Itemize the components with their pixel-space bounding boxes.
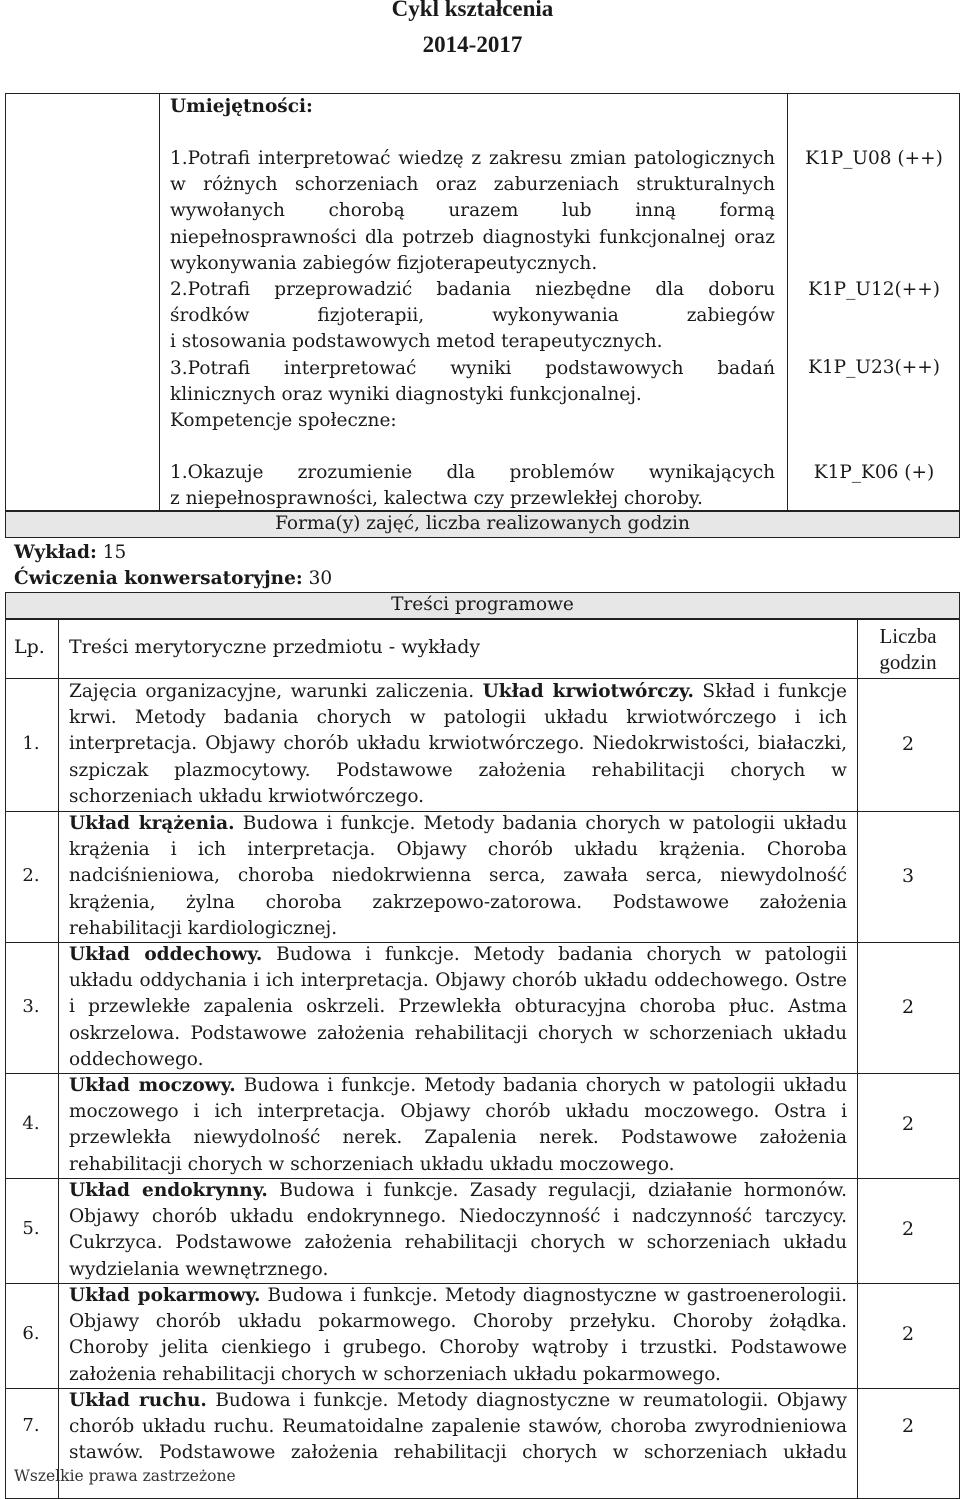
row-hours: 3 bbox=[901, 864, 915, 887]
row-hours: 2 bbox=[901, 1218, 915, 1241]
outcome-item bbox=[170, 356, 775, 408]
text-line: z niepełnosprawności, kalectwa czy przewlekłej choroby. bbox=[170, 488, 703, 510]
table-row bbox=[69, 1178, 847, 1283]
competences-list bbox=[170, 460, 775, 512]
row-text-line: schorzeniach układu krwiotwórczego. bbox=[69, 785, 425, 807]
row-text-line: krwi. Metody badania chorych w patologii układu krwiotwórczego i ich bbox=[69, 707, 847, 729]
row-text-line: przewlekła niewydolność nerek. Zapalenia nerek. Podstawowe założenia bbox=[69, 1127, 847, 1149]
text-line: 2.Potrafi przeprowadzić badania niezbędne dla doboru bbox=[170, 279, 775, 301]
text-line: w różnych schorzeniach oraz zaburzeniach strukturalnych bbox=[170, 174, 775, 196]
outcome-item bbox=[170, 146, 775, 277]
row-number: 2. bbox=[22, 864, 40, 886]
row-text-line: oskrzelowa. Podstawowe założenia rehabilitacji chorych w schorzeniach układu bbox=[69, 1022, 847, 1044]
table-row bbox=[69, 1073, 847, 1178]
forms-heading: Forma(y) zajęć, liczba realizowanych godzin bbox=[275, 513, 690, 534]
row-text-line: krążenia, żylna choroba zakrzepowo-zatorowa. Podstawowe założenia bbox=[69, 891, 847, 913]
outcome-code: K1P_U08 (++) bbox=[805, 148, 943, 169]
table-row bbox=[69, 811, 847, 942]
row-text-line: Choroby jelita cienkiego i grubego. Choroby wątroby i trzustki. Podstawowe bbox=[69, 1337, 847, 1359]
row-text-line: stawów. Podstawowe założenia rehabilitacji chorych w schorzeniach układu bbox=[69, 1442, 847, 1464]
outcome-code: K1P_K06 (+) bbox=[813, 462, 935, 483]
skills-heading: Umiejętności: bbox=[170, 96, 313, 117]
row-number: 5. bbox=[22, 1218, 40, 1240]
row-text-line: moczowego i ich interpretacja. Objawy chorób układu moczowego. Ostra i bbox=[69, 1101, 847, 1123]
row-hours: 2 bbox=[901, 1323, 915, 1346]
table-row bbox=[69, 679, 847, 810]
row-text-line: układu oddychania i ich interpretacja. Objawy chorób układu oddechowego. Ostre bbox=[69, 970, 847, 992]
text-line: 3.Potrafi interpretować wyniki podstawowych badań bbox=[170, 357, 775, 379]
row-text-line: wydzielania wewnętrznego. bbox=[69, 1258, 329, 1280]
col-hours: Liczba godzin bbox=[879, 624, 937, 674]
row-text-line: Układ endokrynny. Budowa i funkcje. Zasady regulacji, działanie hormonów. bbox=[69, 1180, 847, 1201]
row-text-line: Cukrzyca. Podstawowe założenia rehabilitacji chorych w schorzeniach układu bbox=[69, 1232, 847, 1254]
row-text-line: chorób układu ruchu. Reumatoidalne zapalenie stawów, choroba zwyrodnieniowa bbox=[69, 1416, 847, 1438]
skills-list bbox=[170, 146, 775, 408]
outcome-code: K1P_U12(++) bbox=[808, 279, 940, 300]
col-lp: Lp. bbox=[14, 636, 45, 658]
exercise-hours: Ćwiczenia konwersatoryjne: 30 bbox=[14, 568, 333, 589]
row-text-line: rehabilitacji chorych w schorzeniach układu układu moczowego. bbox=[69, 1153, 675, 1175]
row-text-line: Układ ruchu. Budowa i funkcje. Metody diagnostyczne w reumatologii. Objawy bbox=[69, 1390, 847, 1411]
row-text-line: rehabilitacji kardiologicznej. bbox=[69, 917, 338, 939]
row-text-line: Objawy chorób układu endokrynnego. Niedoczynność i nadczynność tarczycy. bbox=[69, 1206, 847, 1228]
text-line: wywołanych chorobą urazem lub inną formą bbox=[170, 200, 775, 222]
text-line: 1.Okazuje zrozumienie dla problemów wynikających bbox=[170, 462, 775, 483]
text-line: niepełnosprawności dla potrzeb diagnostyki funkcjonalnej oraz bbox=[170, 226, 775, 248]
outcome-item bbox=[170, 277, 775, 356]
text-line: wykonywania zabiegów fizjoterapeutycznych. bbox=[170, 252, 598, 274]
row-text-line: krążenia i ich interpretacja. Objawy chorób układu krążenia. Choroba bbox=[69, 839, 847, 861]
row-text-line: Układ pokarmowy. Budowa i funkcje. Metody diagnostyczne w gastroenerologii. bbox=[69, 1285, 847, 1306]
outcome-code: K1P_U23(++) bbox=[808, 357, 940, 378]
table-row bbox=[69, 1283, 847, 1388]
row-hours: 2 bbox=[901, 1415, 915, 1438]
row-text-line: szpiczak plazmocytowy. Podstawowe założenia rehabilitacji chorych w bbox=[69, 759, 847, 781]
row-hours: 2 bbox=[901, 732, 915, 755]
row-text-line: interpretacja. Objawy chorób układu krwiotwórczego. Niedokrwistości, białaczki, bbox=[69, 733, 847, 755]
text-line: klinicznych oraz wyniki diagnostyki funkcjonalnej. bbox=[170, 383, 642, 405]
text-line: 1.Potrafi interpretować wiedzę z zakresu zmian patologicznych bbox=[170, 148, 775, 169]
row-number: 6. bbox=[22, 1323, 40, 1345]
row-number: 7. bbox=[22, 1415, 40, 1437]
text-line: i stosowania podstawowych metod terapeutycznych. bbox=[170, 331, 663, 353]
row-text-line: Układ oddechowy. Budowa i funkcje. Metody badania chorych w patologii bbox=[69, 944, 847, 965]
row-number: 4. bbox=[22, 1113, 40, 1135]
row-text-line: nadciśnieniowa, choroba niedokrwienna serca, zawała serca, niewydolność bbox=[69, 865, 847, 887]
lecture-hours: Wykład: 15 bbox=[14, 542, 127, 563]
footer-copyright: Wszelkie prawa zastrzeżone bbox=[14, 1467, 236, 1485]
row-hours: 2 bbox=[901, 995, 915, 1018]
row-hours: 2 bbox=[901, 1113, 915, 1136]
row-text-line: oddechowego. bbox=[69, 1048, 204, 1070]
cycle-years: 2014-2017 bbox=[422, 32, 523, 57]
table-row bbox=[69, 1388, 847, 1467]
cycle-title: Cykl kształcenia bbox=[391, 0, 554, 21]
row-text-line: Układ krążenia. Budowa i funkcje. Metody badania chorych w patologii układu bbox=[69, 813, 848, 834]
text-line: środków fizjoterapii, wykonywania zabiegów bbox=[170, 305, 775, 327]
row-text-line: i przewlekłe zapalenia oskrzeli. Przewlekła obturacyjna choroba płuc. Astma bbox=[69, 996, 847, 1018]
outcome-item bbox=[170, 460, 775, 512]
row-text-line: założenia rehabilitacji chorych w schorzeniach układu pokarmowego. bbox=[69, 1363, 721, 1385]
table-row bbox=[69, 942, 847, 1073]
col-content: Treści merytoryczne przedmiotu - wykłady bbox=[69, 636, 481, 658]
row-text-line: Układ moczowy. Budowa i funkcje. Metody badania chorych w patologii układu bbox=[69, 1075, 848, 1096]
row-number: 1. bbox=[22, 732, 40, 754]
competences-heading: Kompetencje społeczne: bbox=[170, 410, 397, 431]
program-heading: Treści programowe bbox=[391, 594, 574, 615]
row-text-line: Zajęcia organizacyjne, warunki zaliczenia. Układ krwiotwórczy. Skład i funkcje bbox=[69, 681, 847, 702]
row-number: 3. bbox=[22, 995, 40, 1017]
row-text-line: Objawy chorób układu pokarmowego. Choroby przełyku. Choroby żołądka. bbox=[69, 1311, 847, 1333]
